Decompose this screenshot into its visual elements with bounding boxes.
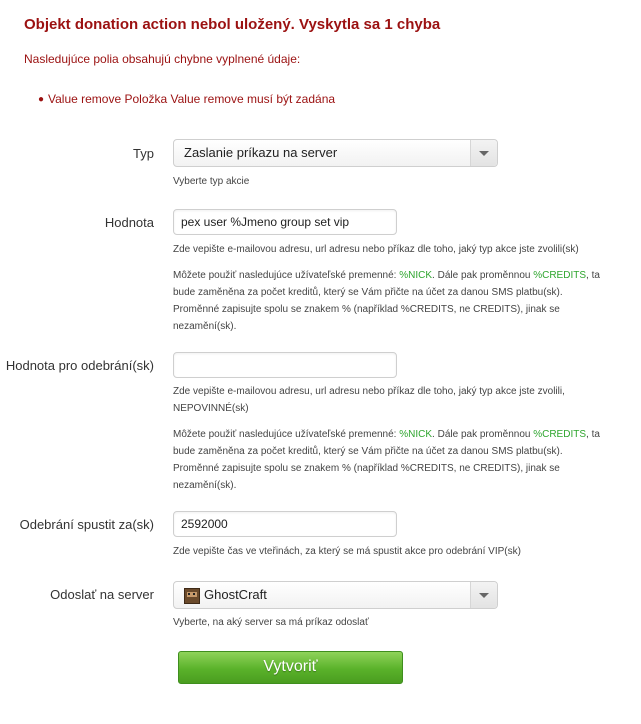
odobranie-spustit-help: Zde vepište čas ve vteřinách, za který se má spustit akce pro odebrání VIP(sk) bbox=[173, 546, 521, 557]
server-help: Vyberte, na aký server sa má príkaz odoslať bbox=[173, 617, 369, 628]
vars-line-4: nezamění(sk). bbox=[173, 480, 237, 491]
typ-select[interactable] bbox=[173, 139, 498, 167]
credits-variable: %CREDITS bbox=[533, 270, 587, 281]
odobranie-spustit-input[interactable]: 2592000 bbox=[173, 511, 397, 537]
server-selected-value: GhostCraft bbox=[204, 587, 267, 602]
help-line-1: Zde vepište e-mailovou adresu, url adresu nebo příkaz dle toho, jaký typ akce jste zvolili, bbox=[173, 386, 565, 397]
server-dropdown-button[interactable] bbox=[470, 582, 497, 608]
vars-line-1: Môžete použiť nasledujúce užívateľské premenné: %NICK. Dále pak proměnnou %CREDITS, ta bbox=[173, 429, 600, 440]
hodnota-odobranie-help bbox=[173, 383, 633, 417]
server-select[interactable] bbox=[173, 581, 498, 609]
hodnota-variables-help bbox=[173, 267, 633, 335]
server-label: Odoslať na server bbox=[50, 587, 154, 602]
vars-line-2: bude zaměněna za počet kreditů, který se Vám přičte na účet za danou SMS platbu(sk). bbox=[173, 287, 563, 298]
typ-selected-value: Zaslanie príkazu na server bbox=[184, 145, 338, 160]
help-line-2: NEPOVINNÉ(sk) bbox=[173, 403, 249, 414]
typ-dropdown-button[interactable] bbox=[470, 140, 497, 166]
vars-line-4: nezamění(sk). bbox=[173, 321, 237, 332]
error-item: Value remove Položka Value remove musí být zadána bbox=[48, 92, 336, 106]
server-avatar-icon bbox=[184, 588, 200, 604]
vars-line-2: bude zaměněna za počet kreditů, který se Vám přičte na účet za danou SMS platbu(sk). bbox=[173, 446, 563, 457]
hodnota-label: Hodnota bbox=[104, 215, 154, 230]
vars-line-1: Môžete použiť nasledujúce užívateľské premenné: %NICK. Dále pak proměnnou %CREDITS, ta bbox=[173, 270, 600, 281]
hodnota-odobranie-input[interactable] bbox=[173, 352, 397, 378]
nick-variable: %NICK bbox=[399, 270, 433, 281]
vars-line-3: Proměnné zapisujte spolu se znakem % (například %CREDITS, ne CREDITS), jinak se bbox=[173, 463, 560, 474]
odobranie-spustit-label: Odebrání spustit za(sk) bbox=[19, 517, 154, 532]
hodnota-input[interactable]: pex user %Jmeno group set vip bbox=[173, 209, 397, 235]
hodnota-help: Zde vepište e-mailovou adresu, url adresu nebo příkaz dle toho, jaký typ akce jste zvolili(sk) bbox=[173, 244, 579, 255]
hodnota-odobranie-label: Hodnota pro odebrání(sk) bbox=[5, 358, 154, 373]
error-intro: Nasledujúce polia obsahujú chybne vyplnené údaje: bbox=[24, 52, 301, 66]
typ-help: Vyberte typ akcie bbox=[173, 176, 250, 187]
create-button[interactable]: Vytvoriť bbox=[178, 651, 403, 684]
error-title: Objekt donation action nebol uložený. Vyskytla sa 1 chyba bbox=[24, 16, 441, 33]
hodnota-odobranie-variables-help bbox=[173, 426, 633, 494]
credits-variable: %CREDITS bbox=[533, 429, 587, 440]
vars-line-3: Proměnné zapisujte spolu se znakem % (například %CREDITS, ne CREDITS), jinak se bbox=[173, 304, 560, 315]
bullet-icon: ● bbox=[38, 94, 45, 105]
chevron-down-icon bbox=[479, 593, 489, 598]
chevron-down-icon bbox=[479, 151, 489, 156]
nick-variable: %NICK bbox=[399, 429, 433, 440]
typ-label: Typ bbox=[133, 146, 154, 161]
